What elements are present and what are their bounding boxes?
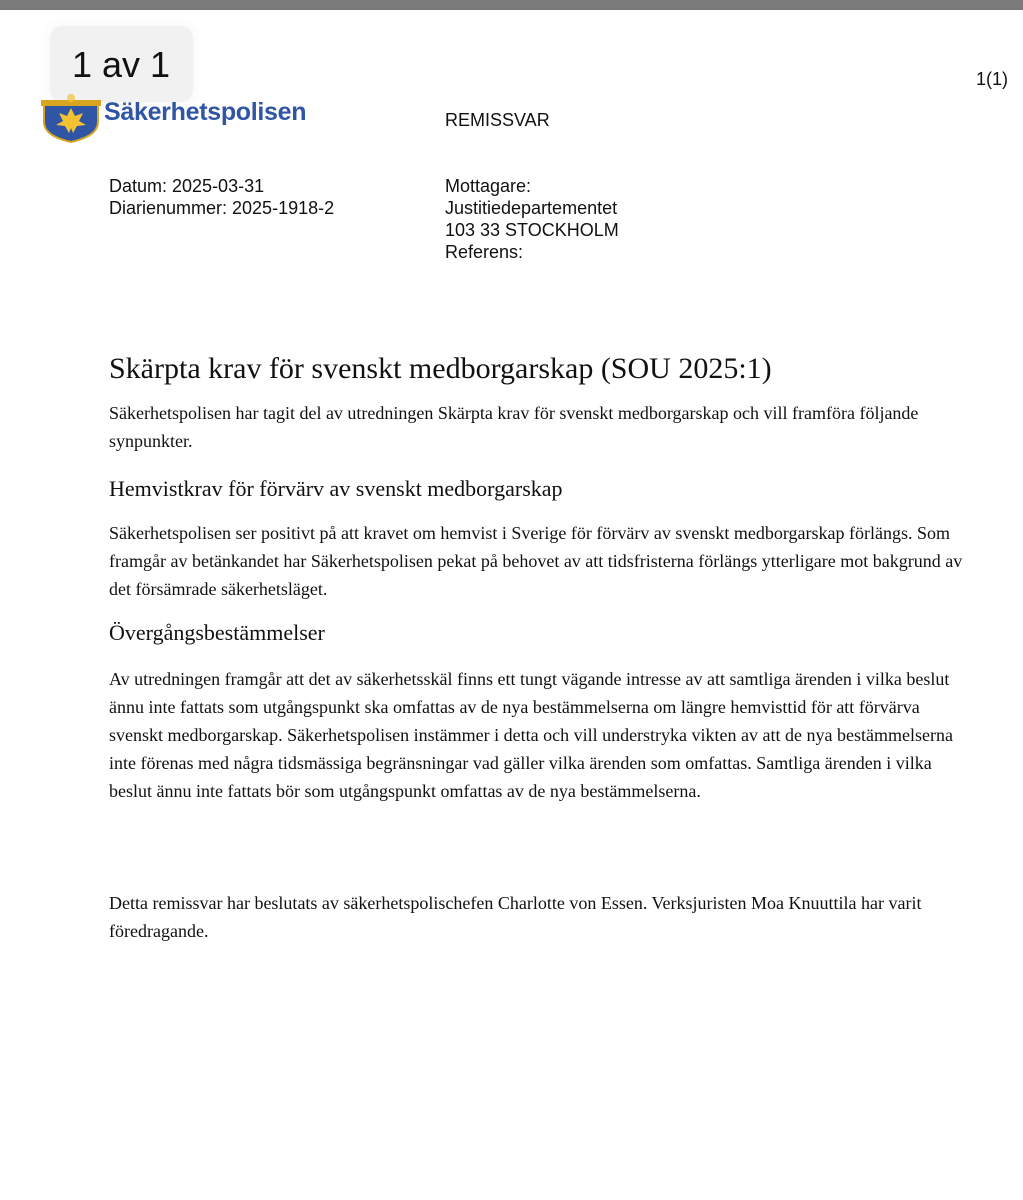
document-type: REMISSVAR (445, 110, 550, 130)
document-title: Skärpta krav för svenskt medborgarskap (SOU 2025:1) (109, 352, 772, 385)
registration-number-line: Diarienummer: 2025-1918-2 (109, 198, 335, 218)
date-line: Datum: 2025-03-31 (109, 176, 265, 196)
intro-paragraph: Säkerhetspolisen har tagit del av utredningen Skärpta krav för svenskt medborgarskap och vill framföra följande synpunkter. (109, 403, 919, 451)
recipient-block (445, 175, 619, 263)
document-meta-left (109, 175, 334, 219)
logo-text: Säkerhetspolisen (104, 98, 307, 126)
section-heading-overgangsbestammelser: Övergångsbestämmelser (109, 620, 325, 645)
recipient-name: Justitiedepartementet (445, 198, 618, 218)
sakerhetspolisen-emblem-icon (40, 92, 102, 144)
page-number: 1(1) (976, 69, 1009, 89)
recipient-address: 103 33 STOCKHOLM (445, 220, 619, 240)
section-paragraph-overgangsbestammelser: Av utredningen framgår att det av säkerhetsskäl finns ett tungt vägande intresse av att samtliga ärenden i vilka beslut ännu inte fattats som utgångspunkt ska omfattas av de nya bestämmelserna om längre hemvisttid för att förvärva svenskt medborgarskap. Säkerhetspolisen instämmer i detta och vill understryka vikten av att de nya bestämmelserna inte förenas med några tidsmässiga begränsningar vad gäller vilka ärenden som omfattas. Samtliga ärenden i vilka beslut ännu inte fattats bör som utgångspunkt omfattas av de nya bestämmelserna. (109, 669, 953, 801)
page-indicator-text: 1 av 1 (72, 44, 171, 85)
reference-label: Referens: (445, 242, 524, 262)
section-heading-hemvistkrav: Hemvistkrav för förvärv av svenskt medborgarskap (109, 476, 563, 501)
section-paragraph-hemvistkrav: Säkerhetspolisen ser positivt på att kravet om hemvist i Sverige för förvärv av svenskt medborgarskap förlängs. Som framgår av betänkandet har Säkerhetspolisen pekat på behovet av att tidsfristerna förlängs ytterligare mot bakgrund av det försämrade säkerhetsläget. (109, 523, 963, 599)
closing-paragraph: Detta remissvar har beslutats av säkerhetspolischefen Charlotte von Essen. Verksjuristen Moa Knuuttila har varit föredragande. (109, 893, 922, 941)
viewer-top-bar (0, 0, 1023, 10)
page-indicator-badge (50, 26, 193, 102)
recipient-label: Mottagare: (445, 176, 532, 196)
